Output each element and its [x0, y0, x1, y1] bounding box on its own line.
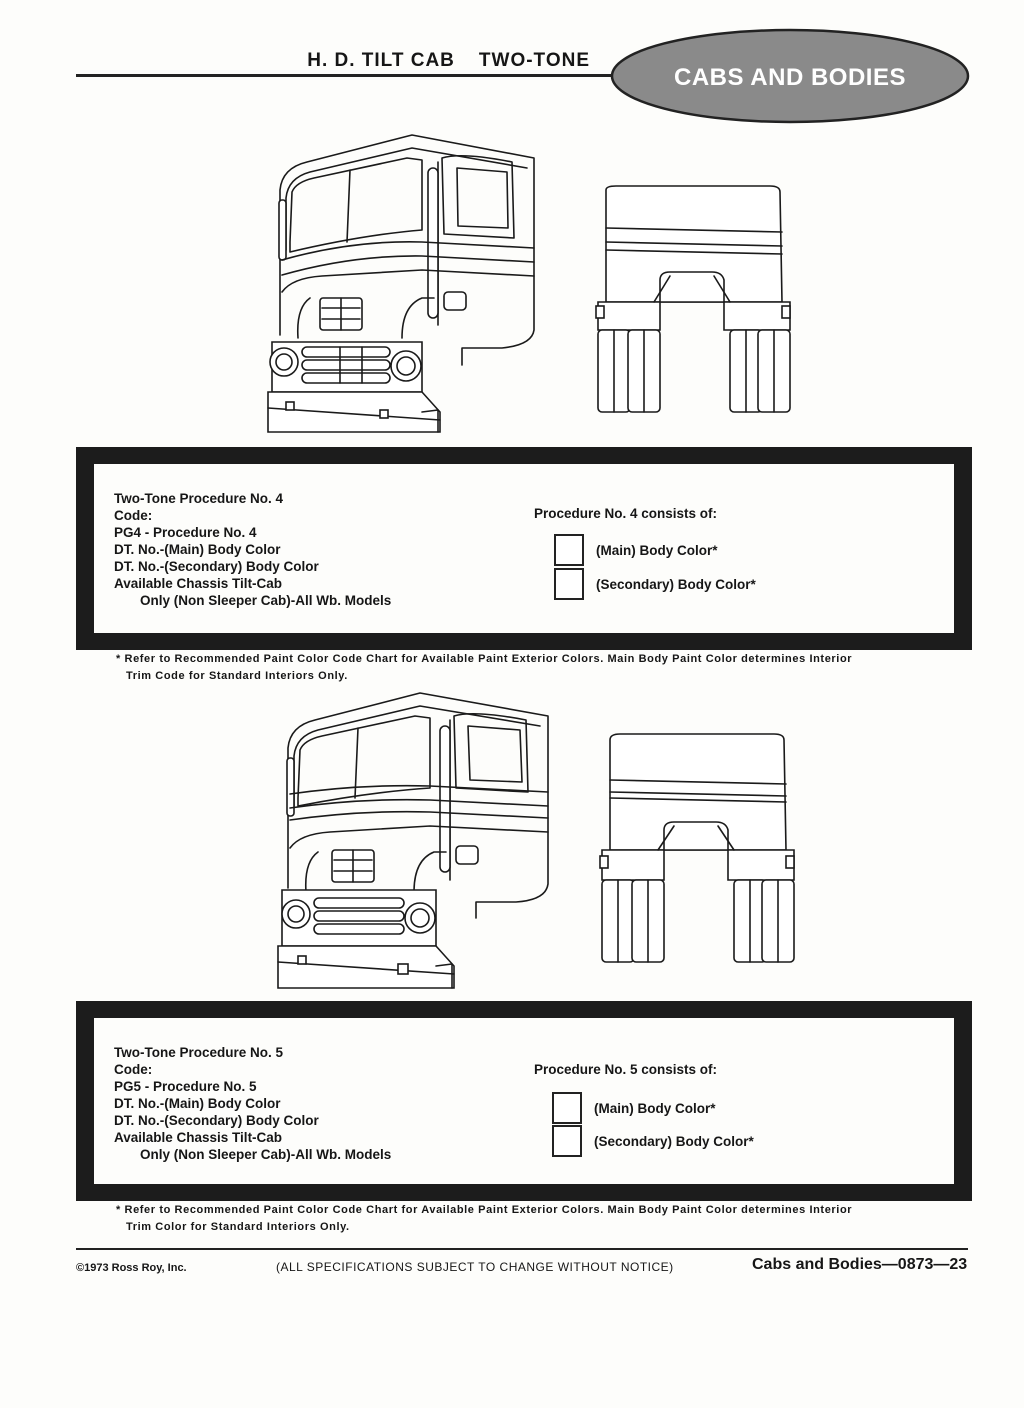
page-header: [0, 50, 590, 72]
consists-title: Procedure No. 4 consists of:: [534, 506, 718, 521]
footnote-line: * Refer to Recommended Paint Color Code Chart for Available Paint Exterior Colors. Main Body Paint Color determines Interior: [116, 653, 853, 665]
option-secondary-body-color: [554, 568, 756, 600]
consists-title: Procedure No. 5 consists of:: [534, 1062, 718, 1077]
procedure-5-consists: [534, 1062, 717, 1077]
spec-line: Only (Non Sleeper Cab)-All Wb. Models: [140, 1147, 392, 1162]
cab-front-view-illustration-2: [270, 688, 560, 1000]
copyright: ©1973 Ross Roy, Inc.: [76, 1262, 187, 1274]
spec-line: Available Chassis Tilt-Cab: [114, 1130, 283, 1145]
option-main-body-color: [554, 534, 718, 566]
procedure-4-consists: [534, 506, 717, 521]
option-main-body-color: [552, 1092, 716, 1124]
spec-line: Available Chassis Tilt-Cab: [114, 576, 283, 591]
spec-line: PG5 - Procedure No. 5: [114, 1079, 257, 1094]
footer-rule: [76, 1248, 968, 1250]
procedure-5-panel: [76, 1001, 972, 1201]
spec-line: DT. No.-(Main) Body Color: [114, 1096, 281, 1111]
spec-line: Code:: [114, 1062, 153, 1077]
option-label: (Secondary) Body Color*: [596, 576, 756, 592]
checkbox[interactable]: [554, 534, 584, 566]
footnote-line: Trim Code for Standard Interiors Only.: [126, 670, 348, 682]
option-label: (Secondary) Body Color*: [594, 1133, 754, 1149]
footnote-1: [116, 651, 852, 685]
option-label: (Main) Body Color*: [594, 1100, 716, 1116]
cab-rear-view-illustration-1: [592, 180, 802, 420]
spec-line: DT. No.-(Main) Body Color: [114, 542, 281, 557]
spec-line: DT. No.-(Secondary) Body Color: [114, 1113, 319, 1128]
spec-line: Only (Non Sleeper Cab)-All Wb. Models: [140, 593, 392, 608]
header-title: H. D. TILT CAB: [307, 50, 455, 71]
section-title: CABS AND BODIES: [674, 64, 906, 91]
spec-line: DT. No.-(Secondary) Body Color: [114, 559, 319, 574]
page-reference: Cabs and Bodies—0873—23: [752, 1256, 968, 1273]
header-rule: [76, 74, 636, 77]
option-secondary-body-color: [552, 1125, 754, 1157]
footnote-line: Trim Color for Standard Interiors Only.: [126, 1221, 350, 1233]
spec-line: Code:: [114, 508, 153, 523]
cab-front-view-illustration-1: [262, 130, 552, 442]
checkbox[interactable]: [552, 1125, 582, 1157]
footnote-line: * Refer to Recommended Paint Color Code Chart for Available Paint Exterior Colors. Main Body Paint Color determines Interior: [116, 1204, 853, 1216]
spec-line: Two-Tone Procedure No. 5: [114, 1045, 284, 1060]
option-label: (Main) Body Color*: [596, 542, 718, 558]
checkbox[interactable]: [552, 1092, 582, 1124]
header-subtitle: TWO-TONE: [478, 50, 590, 71]
spec-line: PG4 - Procedure No. 4: [114, 525, 257, 540]
checkbox[interactable]: [554, 568, 584, 600]
procedure-5-spec: [114, 1044, 391, 1163]
spec-line: Two-Tone Procedure No. 4: [114, 491, 284, 506]
procedure-4-panel: [76, 447, 972, 650]
notice: (ALL SPECIFICATIONS SUBJECT TO CHANGE WITHOUT NOTICE): [276, 1260, 674, 1274]
footnote-2: [116, 1202, 852, 1236]
procedure-4-spec: [114, 490, 391, 609]
cab-rear-view-illustration-2: [596, 730, 806, 970]
